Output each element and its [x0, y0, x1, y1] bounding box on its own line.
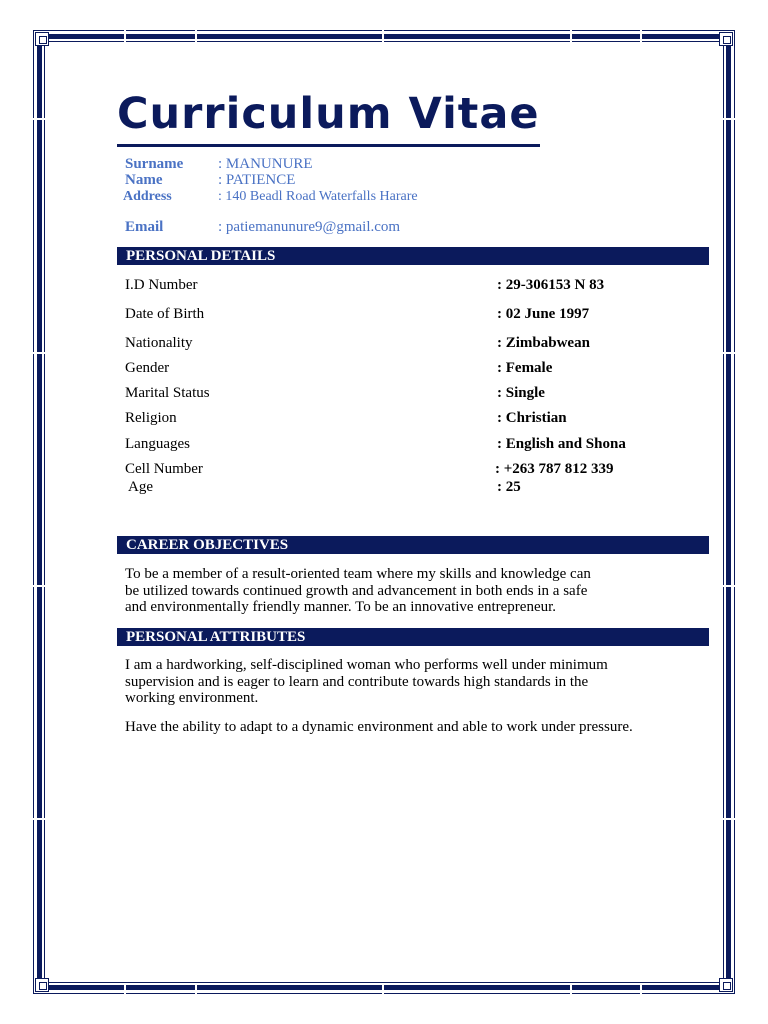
border-corner-bottom-left — [35, 978, 49, 992]
border-tick — [723, 818, 735, 820]
border-tick — [195, 30, 197, 42]
border-corner-top-right — [719, 32, 733, 46]
page-title: Curriculum Vitae — [117, 84, 540, 147]
section-heading-career-objectives: CAREER OBJECTIVES — [117, 536, 709, 554]
text-line: working environment. — [125, 690, 259, 706]
border-tick — [723, 585, 735, 587]
detail-label: Languages — [125, 436, 190, 452]
border-tick — [195, 983, 197, 995]
detail-label: Date of Birth — [125, 306, 205, 322]
border-tick — [33, 118, 45, 120]
address-value: : 140 Beadl Road Waterfalls Harare — [218, 189, 418, 204]
address-label: Address — [123, 189, 172, 204]
name-label: Name — [125, 172, 163, 188]
detail-value: : Single — [497, 385, 545, 401]
border-tick — [640, 983, 642, 995]
border-tick — [723, 118, 735, 120]
detail-value: : 25 — [497, 479, 521, 495]
border-tick — [570, 30, 572, 42]
surname-value: : MANUNURE — [218, 156, 313, 172]
email-value: : patiemanunure9@gmail.com — [218, 219, 401, 235]
detail-label: I.D Number — [125, 277, 198, 293]
text-line: To be a member of a result-oriented team where my skills and knowledge can — [125, 566, 591, 582]
border-tick — [640, 30, 642, 42]
career-objectives-text — [125, 566, 665, 616]
detail-value: : Christian — [497, 410, 567, 426]
border-corner-bottom-right — [719, 978, 733, 992]
detail-value: : +263 787 812 339 — [495, 461, 614, 477]
text-line: and environmentally friendly manner. To be an innovative entrepreneur. — [125, 599, 557, 615]
border-tick — [382, 30, 384, 42]
border-tick — [33, 352, 45, 354]
personal-attributes-text — [125, 657, 665, 707]
border-tick — [382, 983, 384, 995]
detail-label: Nationality — [125, 335, 193, 351]
name-value: : PATIENCE — [218, 172, 296, 188]
detail-value: : Zimbabwean — [497, 335, 590, 351]
border-tick — [723, 352, 735, 354]
detail-label: Gender — [125, 360, 170, 376]
border-tick — [570, 983, 572, 995]
border-tick — [124, 30, 126, 42]
detail-value: : English and Shona — [497, 436, 626, 452]
detail-label: Marital Status — [125, 385, 210, 401]
detail-value: : 02 June 1997 — [497, 306, 590, 322]
detail-label: Religion — [125, 410, 177, 426]
detail-value: : Female — [497, 360, 553, 376]
detail-value: : 29-306153 N 83 — [497, 277, 605, 293]
surname-label: Surname — [125, 156, 184, 172]
text-line: be utilized towards continued growth and advancement in both ends in a safe — [125, 582, 588, 599]
section-heading-personal-attributes: PERSONAL ATTRIBUTES — [117, 628, 709, 646]
email-label: Email — [125, 219, 164, 235]
border-tick — [33, 585, 45, 587]
border-corner-top-left — [35, 32, 49, 46]
detail-label: Cell Number — [125, 461, 203, 477]
text-line: I am a hardworking, self-disciplined woman who performs well under minimum — [125, 657, 608, 673]
border-tick — [124, 983, 126, 995]
text-line: supervision and is eager to learn and contribute towards high standards in the — [125, 673, 589, 690]
section-heading-personal-details: PERSONAL DETAILS — [117, 247, 709, 265]
border-tick — [33, 818, 45, 820]
detail-label: Age — [128, 479, 153, 495]
personal-attributes-paragraph-2: Have the ability to adapt to a dynamic environment and able to work under pressure. — [125, 719, 633, 735]
